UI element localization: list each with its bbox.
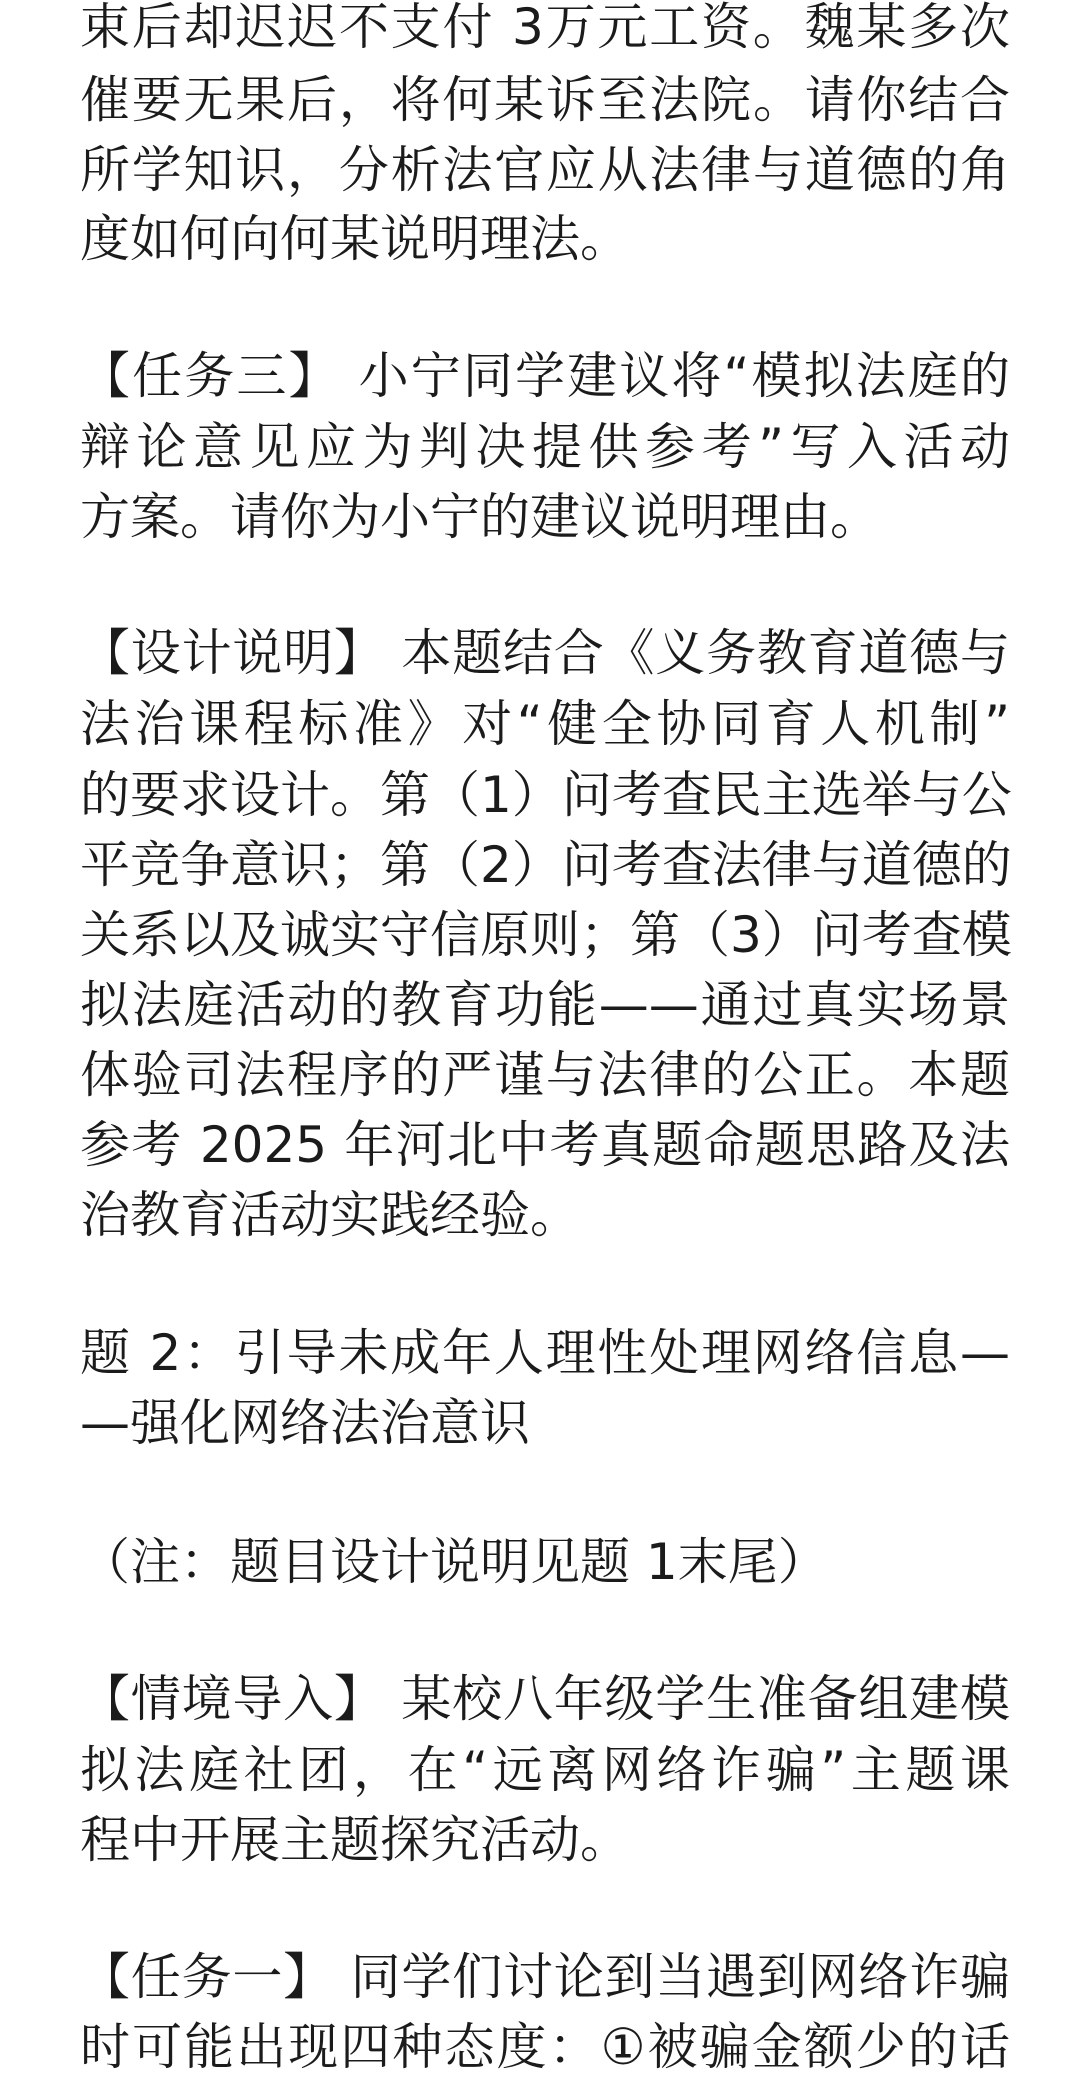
text-line: 参考 2025 年河北中考真题命题思路及法: [80, 1116, 1010, 1174]
text-line: 【设计说明】 本题结合《义务教育道德与: [80, 624, 1010, 682]
text-line: 度如何向何某说明理法。: [80, 210, 630, 268]
text-line: 拟法庭活动的教育功能——通过真实场景: [80, 976, 1010, 1034]
text-line: 治教育活动实践经验。: [80, 1186, 580, 1244]
text-line: 【任务三】 小宁同学建议将“模拟法庭的: [80, 347, 1010, 405]
text-line: 方案。请你为小宁的建议说明理由。: [80, 488, 880, 546]
text-line: 拟法庭社团，在“远离网络诈骗”主题课: [80, 1741, 1010, 1799]
text-line: 体验司法程序的严谨与法律的公正。本题: [80, 1046, 1010, 1104]
text-line: 关系以及诚实守信原则；第（3）问考查模: [80, 906, 1012, 964]
text-line: 程中开展主题探究活动。: [80, 1811, 630, 1869]
text-line: 时可能出现四种态度：①被骗金额少的话: [80, 2018, 1010, 2076]
text-line: 辩论意见应为判决提供参考”写入活动: [80, 418, 1010, 476]
text-line: 平竞争意识；第（2）问考查法律与道德的: [80, 836, 1012, 894]
text-line: 法治课程标准》对“健全协同育人机制”: [80, 695, 1010, 753]
text-line: 所学知识，分析法官应从法律与道德的角: [80, 141, 1010, 199]
text-line: 束后却迟迟不支付 3万元工资。魏某多次: [80, 0, 1010, 56]
question-heading: 题 2：引导未成年人理性处理网络信息—: [80, 1324, 1010, 1382]
text-line: 【任务一】 同学们讨论到当遇到网络诈骗: [80, 1948, 1010, 2006]
note-text: （注：题目设计说明见题 1末尾）: [80, 1533, 828, 1591]
text-line: 催要无果后，将何某诉至法院。请你结合: [80, 71, 1010, 129]
text-line: 的要求设计。第（1）问考查民主选举与公: [80, 766, 1012, 824]
text-line: 【情境导入】 某校八年级学生准备组建模: [80, 1670, 1010, 1728]
question-heading: —强化网络法治意识: [80, 1394, 530, 1452]
